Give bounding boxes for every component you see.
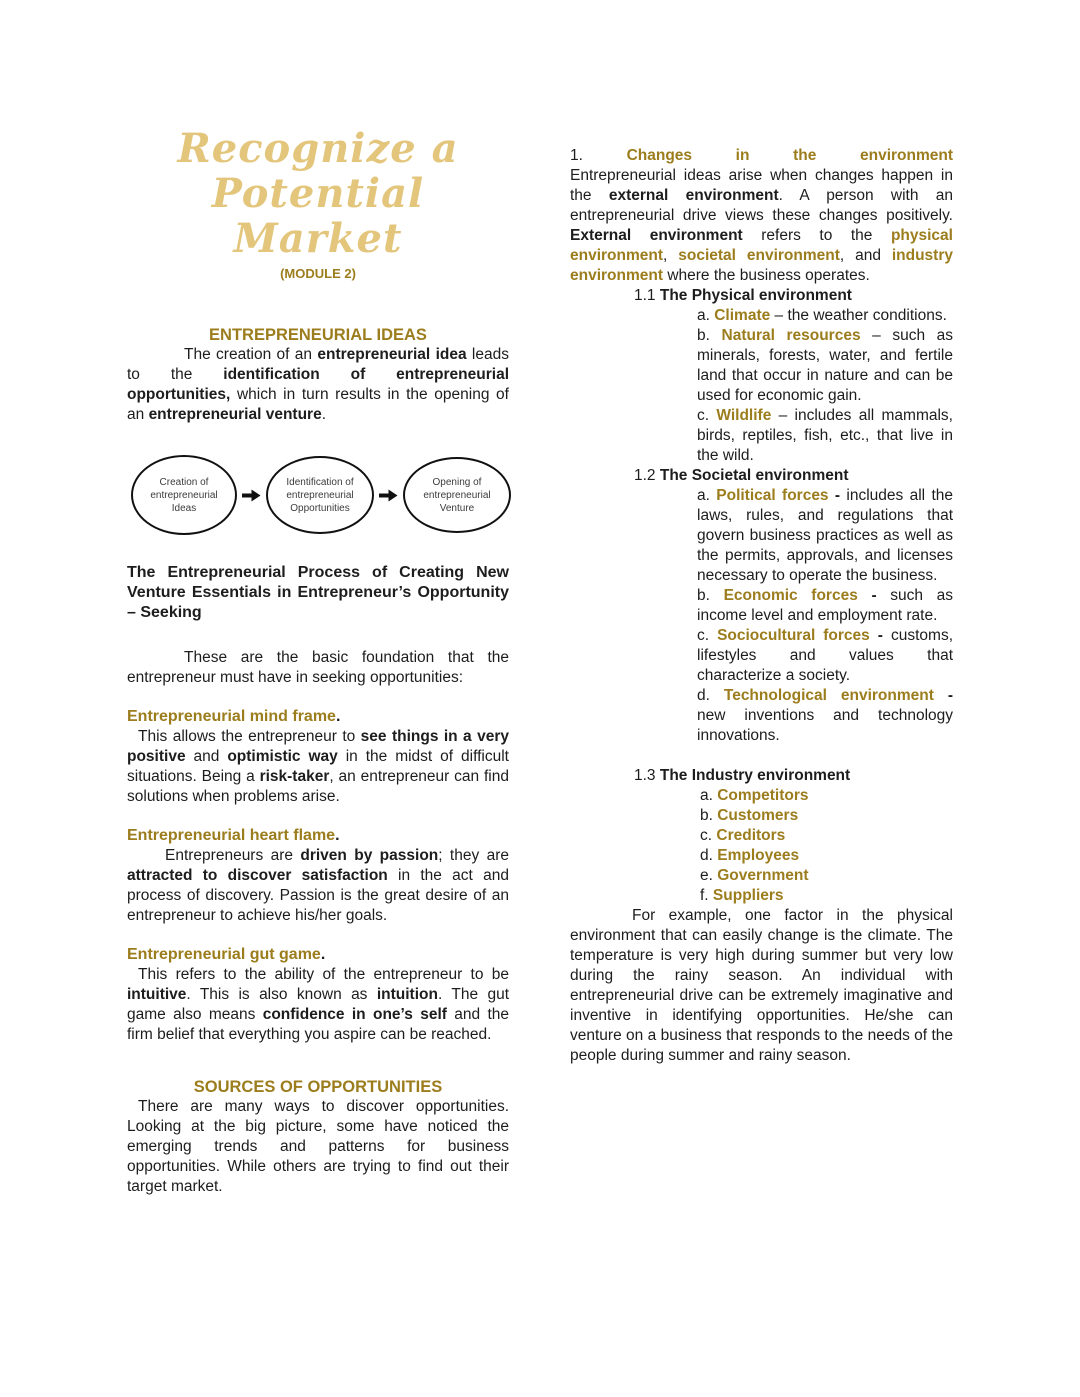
industry-item-customers: b. Customers: [700, 807, 799, 824]
mind-frame-paragraph: This allows the entrepreneur to see things in a very positive and optimistic way in the midst of difficult situations. Being a risk-taker, an entrepreneur can find solutions when problems arise.: [127, 728, 509, 805]
left-column: [127, 126, 509, 1197]
mind-frame-heading-period: .: [335, 708, 341, 725]
module-title: [127, 126, 509, 281]
heart-flame-heading-period: .: [335, 827, 340, 844]
diagram-node-identification: Identification of entrepreneurial Opportunities: [266, 456, 374, 534]
physical-item-climate: a. Climate – the weather conditions.: [697, 307, 947, 324]
societal-environment-heading: 1.2 The Societal environment: [634, 467, 849, 484]
changes-paragraph: Entrepreneurial ideas arise when changes happen in the external environment. A person with an entrepreneurial drive views these changes positively. External environment refers to the physical environment, societal environment, and industry environment where the business operates.: [570, 167, 953, 284]
heart-flame-paragraph: Entrepreneurs are driven by passion; they are attracted to discover satisfaction in the act and process of discovery. Passion is the great desire of an entrepreneur to achieve his/her goals.: [127, 847, 509, 924]
industry-item-suppliers: f. Suppliers: [700, 887, 784, 904]
industry-item-creditors: c. Creditors: [700, 827, 786, 844]
changes-heading-line: 1. Changes in the environment: [570, 147, 954, 164]
societal-item-technological: d. Technological environment - new inventions and technology innovations.: [697, 687, 953, 744]
sources-section-heading: SOURCES OF OPPORTUNITIES: [193, 1078, 443, 1096]
right-arrow-icon: [379, 489, 398, 502]
sources-paragraph: There are many ways to discover opportunities. Looking at the big picture, some have noticed the emerging trends and patterns for business opportunities. While others are trying to find out their target market.: [127, 1098, 509, 1195]
module-subtitle: (MODULE 2): [280, 266, 356, 281]
diagram-node-opening: Opening of entrepreneurial Venture: [403, 457, 511, 533]
heart-flame-heading-text: Entrepreneurial heart flame: [127, 827, 336, 844]
ideas-section-heading: ENTREPRENEURIAL IDEAS: [209, 326, 427, 344]
physical-item-natural-resources: b. Natural resources – such as minerals, forests, water, and fertile land that occur in nature and can be used for economic gain.: [697, 327, 954, 404]
societal-item-political: a. Political forces - includes all the laws, rules, and regulations that govern business practices as well as the permits, approvals, and licenses necessary to operate the business.: [697, 487, 953, 584]
gut-game-paragraph: This refers to the ability of the entrepreneur to be intuitive. This is also known as intuition. The gut game also means confidence in one’s self and the firm belief that everything you aspire can be reached.: [127, 966, 509, 1043]
industry-item-employees: d. Employees: [700, 847, 800, 864]
intro-paragraph: These are the basic foundation that the entrepreneur must have in seeking opportunities:: [127, 649, 509, 686]
mind-frame-heading-text: Entrepreneurial mind frame: [127, 708, 336, 725]
societal-item-economic: b. Economic forces - such as income level and employment rate.: [697, 587, 953, 624]
gut-game-heading-text: Entrepreneurial gut game: [127, 946, 321, 963]
physical-item-wildlife: c. Wildlife – includes all mammals, birds, reptiles, fish, etc., that live in the wild.: [697, 407, 953, 464]
ideas-paragraph: The creation of an entrepreneurial idea leads to the identification of entrepreneurial opportunities, which in turn results in the opening of an entrepreneurial venture.: [127, 346, 509, 423]
physical-environment-heading: 1.1 The Physical environment: [634, 287, 852, 304]
spacer: [570, 746, 953, 766]
title-line-2: Potential Market: [211, 170, 425, 262]
industry-environment-heading: 1.3 The Industry environment: [634, 767, 851, 784]
process-diagram: [131, 455, 509, 535]
title-line-1: Recognize a: [177, 125, 459, 172]
right-column: [570, 146, 953, 1066]
diagram-node-creation: Creation of entrepreneurial Ideas: [131, 455, 237, 535]
industry-list: [700, 786, 953, 906]
right-arrow-icon: [242, 489, 261, 502]
gut-game-heading-period: .: [320, 946, 326, 963]
gut-game-heading: [127, 945, 509, 965]
industry-item-competitors: a. Competitors: [700, 787, 809, 804]
heart-flame-heading: [127, 826, 509, 846]
industry-item-government: e. Government: [700, 867, 809, 884]
mind-frame-heading: [127, 707, 509, 727]
societal-item-sociocultural: c. Sociocultural forces - customs, lifestyles and values that characterize a society.: [697, 627, 953, 684]
process-heading: The Entrepreneurial Process of Creating New Venture Essentials in Entrepreneur’s Opportunity – Seeking: [127, 564, 509, 621]
closing-paragraph: For example, one factor in the physical environment that can easily change is the climate. The temperature is very high during summer but very low during the rainy season. An individual with entrepreneurial drive can be extremely imaginative and inventive in identifying opportunities. He/she can venture on a business that responds to the needs of the people during summer and rainy season.: [570, 907, 953, 1064]
